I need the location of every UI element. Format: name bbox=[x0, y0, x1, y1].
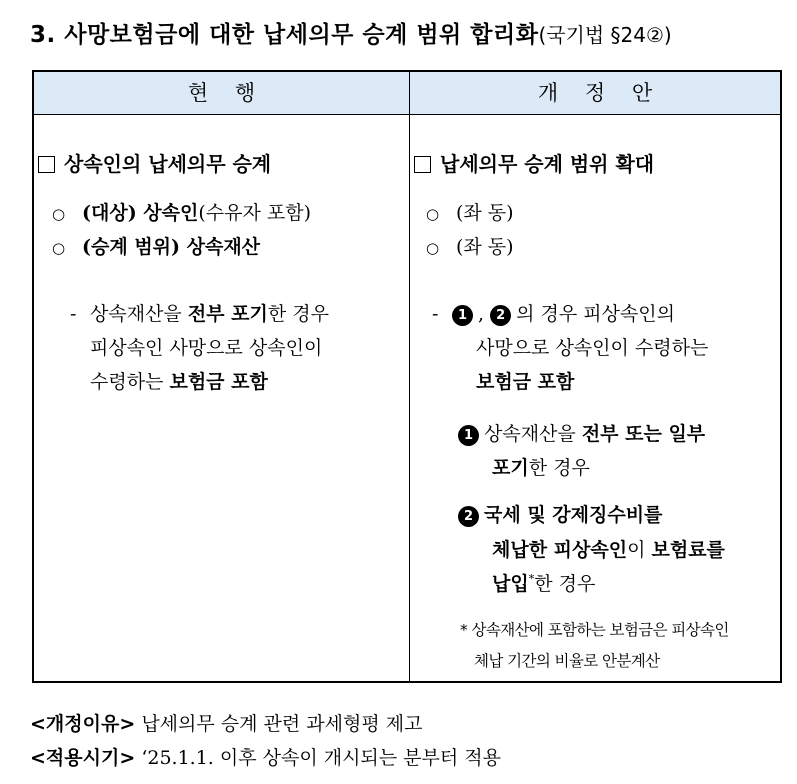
proposed-heading: 납세의무 승계 범위 확대 bbox=[414, 148, 654, 177]
current-bullet-scope: ○ (승계 범위) 상속재산 bbox=[52, 236, 261, 258]
proposed-note-line2: 체납 기간의 비율로 안분계산 bbox=[474, 652, 660, 670]
checkbox-square-icon bbox=[38, 156, 55, 173]
proposed-note-line1: * 상속재산에 포함하는 보험금은 피상속인 bbox=[460, 621, 729, 639]
proposed-item1-line2: 포기한 경우 bbox=[492, 457, 590, 479]
title-law-reference: (국기법 §24②) bbox=[538, 23, 672, 47]
reason-label: <개정이유> bbox=[30, 713, 136, 735]
proposed-dash-line3: 보험금 포함 bbox=[476, 371, 575, 393]
checkbox-square-icon bbox=[414, 156, 431, 173]
reason-line bbox=[30, 709, 422, 736]
title-main: 3. 사망보험금에 대한 납세의무 승계 범위 합리화 bbox=[30, 22, 539, 48]
header-current: 현 행 bbox=[187, 81, 256, 105]
number-one-icon: 1 bbox=[458, 425, 479, 446]
table-header bbox=[34, 72, 780, 115]
proposed-item2-line3: 납입*한 경우 bbox=[492, 572, 596, 595]
proposed-item2-line2: 체납한 피상속인이 보험료를 bbox=[492, 539, 725, 561]
current-heading: 상속인의 납세의무 승계 bbox=[38, 148, 271, 177]
proposed-item2-line1: 2 국세 및 강제징수비를 bbox=[458, 500, 662, 527]
number-two-icon: 2 bbox=[458, 506, 479, 527]
proposed-bullet-scope: ○ (좌 동) bbox=[426, 236, 514, 258]
reason-text: 납세의무 승계 관련 과세형평 제고 bbox=[141, 713, 423, 735]
current-dash-line3: 수령하는 보험금 포함 bbox=[90, 371, 268, 393]
page-title bbox=[30, 16, 672, 49]
apply-line bbox=[30, 743, 501, 770]
current-bullet-target: ○ (대상) 상속인(수유자 포함) bbox=[52, 202, 312, 224]
header-proposed: 개 정 안 bbox=[537, 81, 653, 105]
current-dash-line1: - 상속재산을 전부 포기한 경우 bbox=[70, 303, 329, 325]
comparison-table bbox=[32, 70, 782, 683]
proposed-bullet-target: ○ (좌 동) bbox=[426, 202, 514, 224]
apply-text: ‘25.1.1. 이후 상속이 개시되는 분부터 적용 bbox=[141, 747, 501, 769]
column-divider bbox=[409, 72, 410, 681]
number-two-icon: 2 bbox=[490, 305, 511, 326]
proposed-dash-line1: - 1 , 2 의 경우 피상속인의 bbox=[432, 303, 676, 325]
apply-label: <적용시기> bbox=[30, 747, 136, 769]
proposed-dash-line2: 사망으로 상속인이 수령하는 bbox=[476, 337, 709, 359]
proposed-item1-line1: 1 상속재산을 전부 또는 일부 bbox=[458, 419, 705, 446]
current-dash-line2: 피상속인 사망으로 상속인이 bbox=[90, 337, 323, 359]
number-one-icon: 1 bbox=[452, 305, 473, 326]
